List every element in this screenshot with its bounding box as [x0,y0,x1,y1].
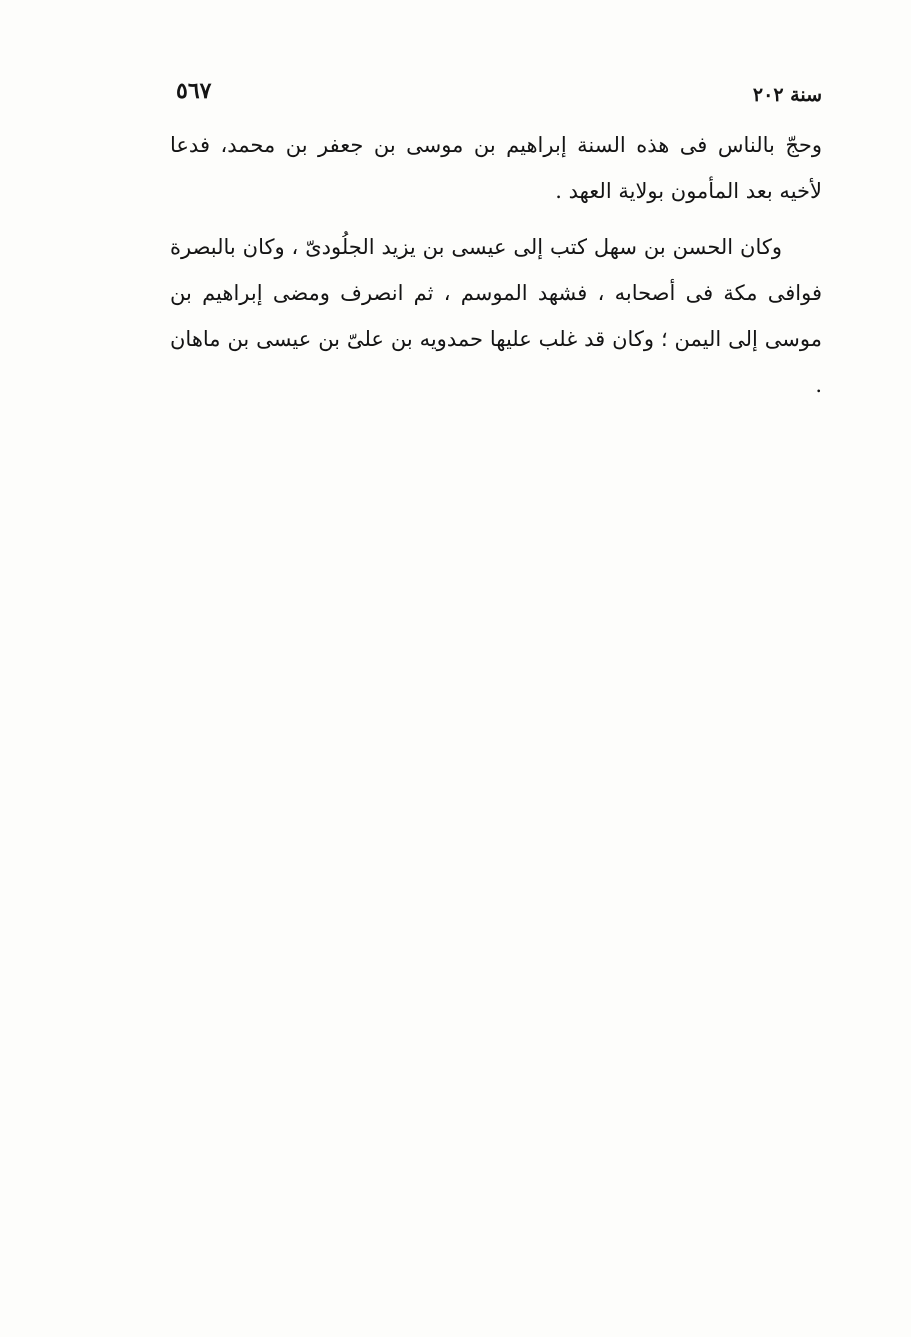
page-number: ٥٦٧ [176,78,212,104]
paragraph-hajj: وحجّ بالناس فى هذه السنة إبراهيم بن موسى بن جعفر بن محمد، فدعا لأخيه بعد المأمون بولاية العهد . [170,133,822,203]
running-head-year: سنة ٢٠٢ [752,84,822,106]
page-header [170,78,822,110]
paragraph-hasan-ibn-sahl: وكان الحسن بن سهل كتب إلى عيسى بن يزيد الجلُودىّ ، وكان بالبصرة فوافى مكة فى أصحابه ، فشهد الموسم ، ثم انصرف ومضى إبراهيم بن موسى إلى اليمن ؛ وكان قد غلب عليها حمدويه بن علىّ بن عيسى بن ماهان . [170,235,822,397]
body-text [170,122,822,408]
